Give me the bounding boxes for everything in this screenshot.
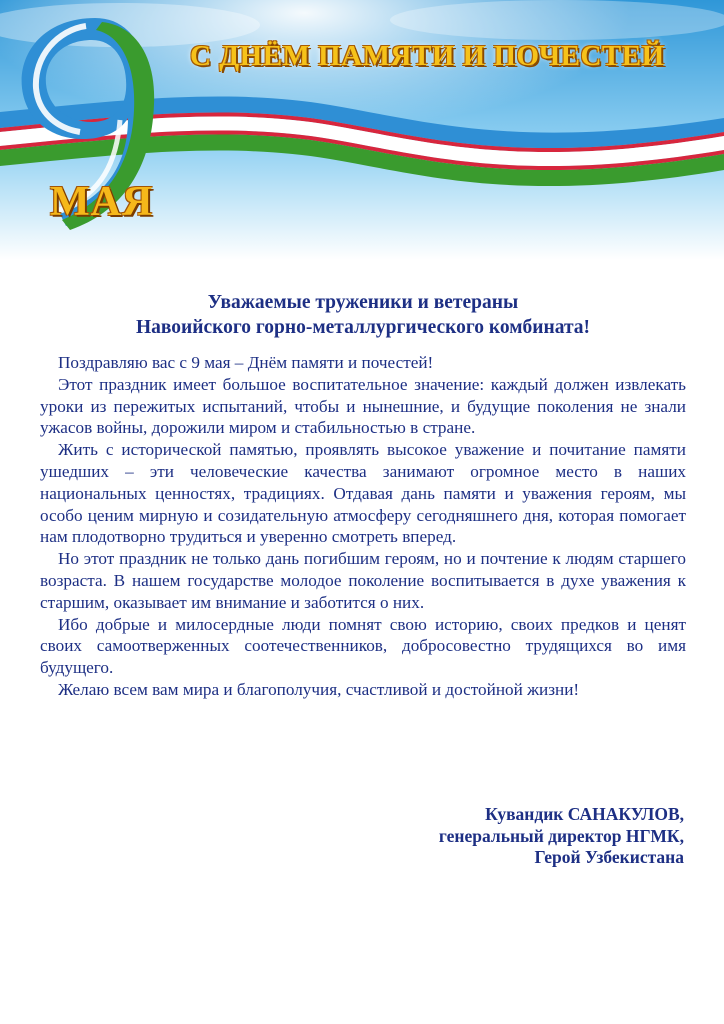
signature-name: Кувандик САНАКУЛОВ, xyxy=(485,804,684,824)
signature-position: генеральный директор НГМК, xyxy=(438,825,684,846)
header-banner xyxy=(0,0,724,260)
may-label: МАЯ xyxy=(50,179,154,225)
paragraph-2: Этот праздник имеет большое воспитательное значение: каждый должен извлекать уроки из пережитых испытаний, чтобы и нынешние, и будущие поколения не знали ужасов войны, дорожили миром и стабильностью в стране. xyxy=(40,374,686,438)
greeting-line-1: Уважаемые труженики и ветераны xyxy=(207,292,519,313)
paragraph-1: Поздравляю вас с 9 мая – Днём памяти и почестей! xyxy=(58,353,434,372)
paragraph-5: Ибо добрые и милосердные люди помнят свою историю, своих предков и ценят своих самоотверженных соотечественников, добросовестно трудящихся во имя будущего. xyxy=(40,614,686,678)
paragraph-4: Но этот праздник не только дань погибшим героям, но и почтение к людям старшего возраста. В нашем государстве молодое поколение воспитывается в духе уважения к старшим, оказывает им внимание и заботится о них. xyxy=(40,549,686,612)
greeting-line-2: Навоийского горно-металлургического комбината! xyxy=(135,317,591,338)
paragraph-6: Желаю всем вам мира и благополучия, счастливой и достойной жизни! xyxy=(58,679,580,699)
paragraph-3: Жить с исторической памятью, проявлять высокое уважение и почитание памяти ушедших – эти человеческие качества занимают огромное место в наших национальных ценностях, традициях. Отдавая дань памяти и уважения героям, мы особо ценим мирную и созидательную атмосферу сегодняшнего дня, которая помогает нам плодотворно трудиться и уверенно смотреть вперед. xyxy=(40,440,686,547)
letter-body xyxy=(40,290,686,701)
greeting-heading xyxy=(40,290,686,340)
signature-title: Герой Узбекистана xyxy=(534,847,684,867)
signature-block xyxy=(439,804,684,869)
banner-title: С ДНЁМ ПАМЯТИ И ПОЧЕСТЕЙ xyxy=(190,40,665,72)
letter-paragraphs xyxy=(40,352,686,701)
